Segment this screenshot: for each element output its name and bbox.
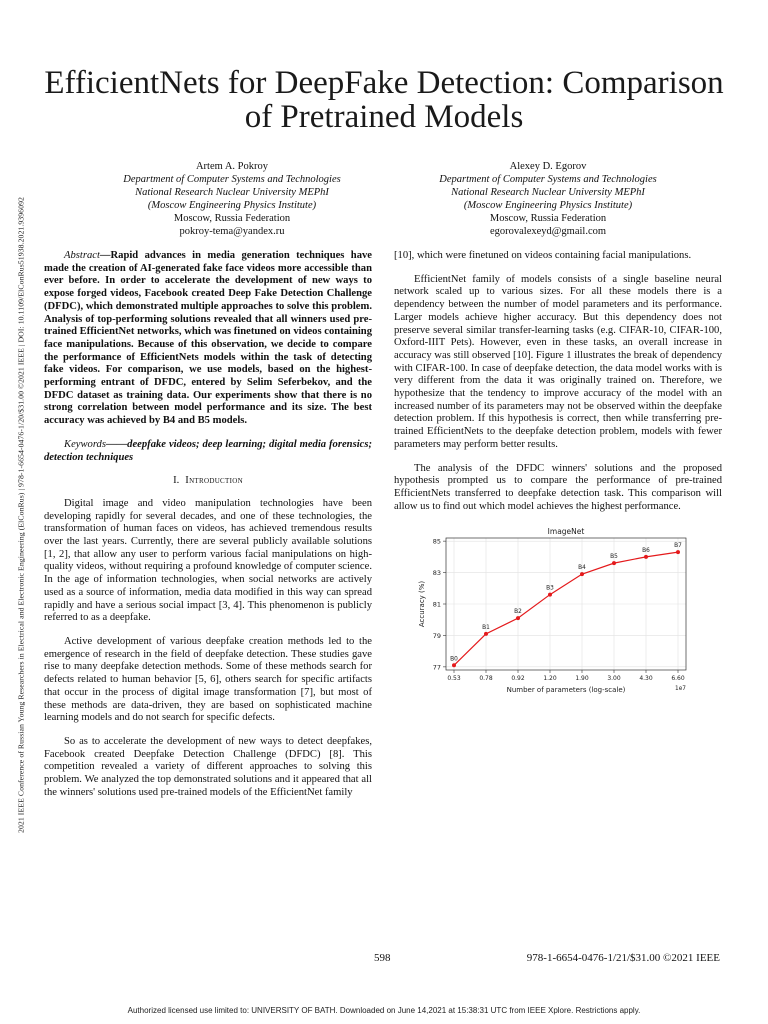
x-tick-label: 0.53	[447, 675, 461, 683]
data-point	[516, 617, 520, 621]
author-institute: (Moscow Engineering Physics Institute)	[147, 200, 317, 211]
paper-title: EfficientNets for DeepFake Detection: Comparison of Pretrained Models	[44, 65, 724, 135]
paragraph: Digital image and video manipulation technologies have been developing rapidly for several decades, and one of these technologies, the transformation of human faces on videos, has achieved tremendous results over the last years. Currently, there are several publicly available solutions [1, 2], that allow any user to perform various facial manipulations on high-quality videos, without requiring a profound knowledge of computer science. In the age of information technologies, when social networks are actively used as a source of information, media data modified in this way can spread rapidly and have a serious social impact [3, 4]. This phenomenon is publicly referred to as a deepfake.	[44, 497, 372, 624]
y-tick-label: 79	[432, 632, 441, 641]
section-number: I.	[173, 475, 180, 487]
x-tick-label: 4.30	[639, 675, 653, 683]
paragraph: The analysis of the DFDC winners' solutions and the proposed hypothesis prompted us to compare the performance of pre-trained EfficientNets transferred to deepfake detection task. This comparison will allow us to find out which model achieves the highest performance.	[394, 462, 722, 512]
chart-title: ImageNet	[547, 527, 585, 537]
margin-citation-text: 2021 IEEE Conference of Russian Young Researchers in Electrical and Electronic Engineering (ElConRus) | 978-1-6654-0476-1/20/$31.00 ©2021 IEEE | DOI: 10.1109/ElConRus51938.2021.9396092	[16, 197, 26, 833]
y-tick-label: 81	[432, 600, 441, 609]
paragraph: [10], which were finetuned on videos containing facial manipulations.	[394, 250, 692, 261]
data-point	[612, 562, 616, 566]
author-name: Alexey D. Egorov	[509, 161, 587, 172]
series-line	[454, 553, 678, 666]
author-university: National Research Nuclear University MEPhI	[451, 187, 645, 198]
accuracy-chart	[398, 524, 698, 702]
data-point	[644, 555, 648, 559]
x-tick-label: 1.20	[543, 675, 557, 683]
left-column	[44, 250, 372, 810]
author-name: Artem A. Pokroy	[195, 161, 269, 172]
x-axis-label: Number of parameters (log-scale)	[506, 686, 626, 695]
paragraph: So as to accelerate the development of new ways to detect deepfakes, Facebook created Deepfake Detection Challenge (DFDC) [8]. This competition revealed a variety of different approaches to solving this problem. We analyzed the top demonstrated solutions and it appeared that all the winners' solutions used pre-trained models of the EfficientNet family	[44, 735, 372, 798]
author-department: Department of Computer Systems and Technologies	[123, 174, 341, 185]
data-label: B7	[674, 543, 682, 550]
x-axis-exponent: 1e7	[675, 686, 686, 693]
author-institute: (Moscow Engineering Physics Institute)	[463, 200, 633, 211]
y-tick-label: 83	[432, 569, 441, 578]
author-university: National Research Nuclear University MEPhI	[135, 187, 329, 198]
y-tick-label: 85	[432, 538, 441, 547]
author-block-1	[82, 160, 382, 238]
abstract	[44, 250, 372, 428]
page-number: 598	[374, 952, 391, 964]
section-title: Introduction	[185, 475, 243, 487]
author-city: Moscow, Russia Federation	[173, 213, 291, 224]
keywords-label: Keywords	[64, 438, 106, 450]
keywords	[44, 439, 372, 464]
section-heading	[44, 475, 372, 488]
paragraph: EfficientNet family of models consists of a single baseline neural network scaled up to various sizes. For all these models there is a dependency between the number of model parameters and its performance. Larger models achieve higher accuracy. But this dependency does not preserve several similar transfer-learning tasks (e.g. CIFAR-10, CIFAR-100, Oxford-IIIT Pets). However, even in these tasks, an overall increase in accuracy was still observed [10]. Figure 1 illustrates the break of dependency with CIFAR-100. In case of deepfake detection, the data model works with is very different from the data it was originally trained on. Therefore, we hypothesize that the tendency to improve accuracy of the model with an increased number of its parameters may not be observed within the deepfake detection problem. If this hypothesis is correct, then while transferring pre-trained EfficientNets to the deepfake detection problem, models with fewer parameters may perform better results.	[394, 273, 722, 450]
author-department: Department of Computer Systems and Technologies	[439, 174, 657, 185]
data-point	[580, 573, 584, 577]
y-axis-label: Accuracy (%)	[418, 581, 426, 628]
license-notice: Authorized licensed use limited to: UNIVERSITY OF BATH. Downloaded on June 14,2021 at 15:38:31 UTC from IEEE Xplore. Restrictions apply.	[127, 1006, 641, 1015]
author-block-2	[398, 160, 698, 238]
right-column	[394, 250, 722, 702]
data-point	[484, 632, 488, 636]
data-point	[548, 593, 552, 597]
x-tick-label: 0.78	[479, 675, 493, 683]
data-label: B5	[610, 554, 618, 561]
author-email[interactable]: pokroy-tema@yandex.ru	[179, 226, 285, 237]
data-point	[452, 664, 456, 668]
x-tick-label: 3.00	[607, 675, 621, 683]
data-label: B4	[578, 565, 586, 572]
abstract-text: —Rapid advances in media generation techniques have made the creation of AI-generated fake face videos more accessible than ever before. In order to accelerate the development of new ways to expose forged videos, Facebook created Deep Fake Detection Challenge (DFDC), which demonstrated multiple approaches to solve this problem. Analysis of top-performing solutions revealed that all winners used pre-trained EfficientNet networks, which was finetuned on videos containing face manipulations. Because of this observation, we decide to compare the performance of EfficientNets models within the task of detecting fake videos. For comparison, we use models, based on the highest-performing entrant of DFDC, entered by Selim Seferbekov, and the DFDC dataset as training data. Our experiments show that there is no strong correlation between model performance and its size. The best accuracy was achieved by B4 and B5 models.	[44, 250, 372, 427]
y-tick-label: 77	[432, 663, 441, 672]
keywords-text: ——deepfake videos; deep learning; digital media forensics; detection techniques	[44, 438, 372, 463]
data-label: B1	[482, 625, 490, 632]
author-city: Moscow, Russia Federation	[489, 213, 607, 224]
data-label: B6	[642, 548, 650, 555]
x-tick-label: 0.92	[511, 675, 525, 683]
isbn-copyright: 978-1-6654-0476-1/21/$31.00 ©2021 IEEE	[526, 952, 720, 964]
data-label: B3	[546, 585, 554, 592]
abstract-label: Abstract	[64, 250, 100, 261]
margin-citation	[15, 120, 27, 910]
x-tick-label: 6.60	[671, 675, 685, 683]
data-point	[676, 551, 680, 555]
figure-1	[398, 524, 698, 702]
paragraph: Active development of various deepfake creation methods led to the emergence of research in the field of deepfake detection. These studies gave rise to many deepfake detection methods. Some of these methods search for defects related to human behavior [5, 6], others search for specific artifacts that occur in the process of digital image transformation [7], but most of these methods are data-driven, they are based on sophisticated machine learning models and do not search for specific defects.	[44, 635, 372, 724]
author-email[interactable]: egorovalexeyd@gmail.com	[489, 226, 607, 237]
x-tick-label: 1.90	[575, 675, 589, 683]
data-label: B0	[450, 656, 458, 663]
data-label: B2	[514, 609, 522, 616]
